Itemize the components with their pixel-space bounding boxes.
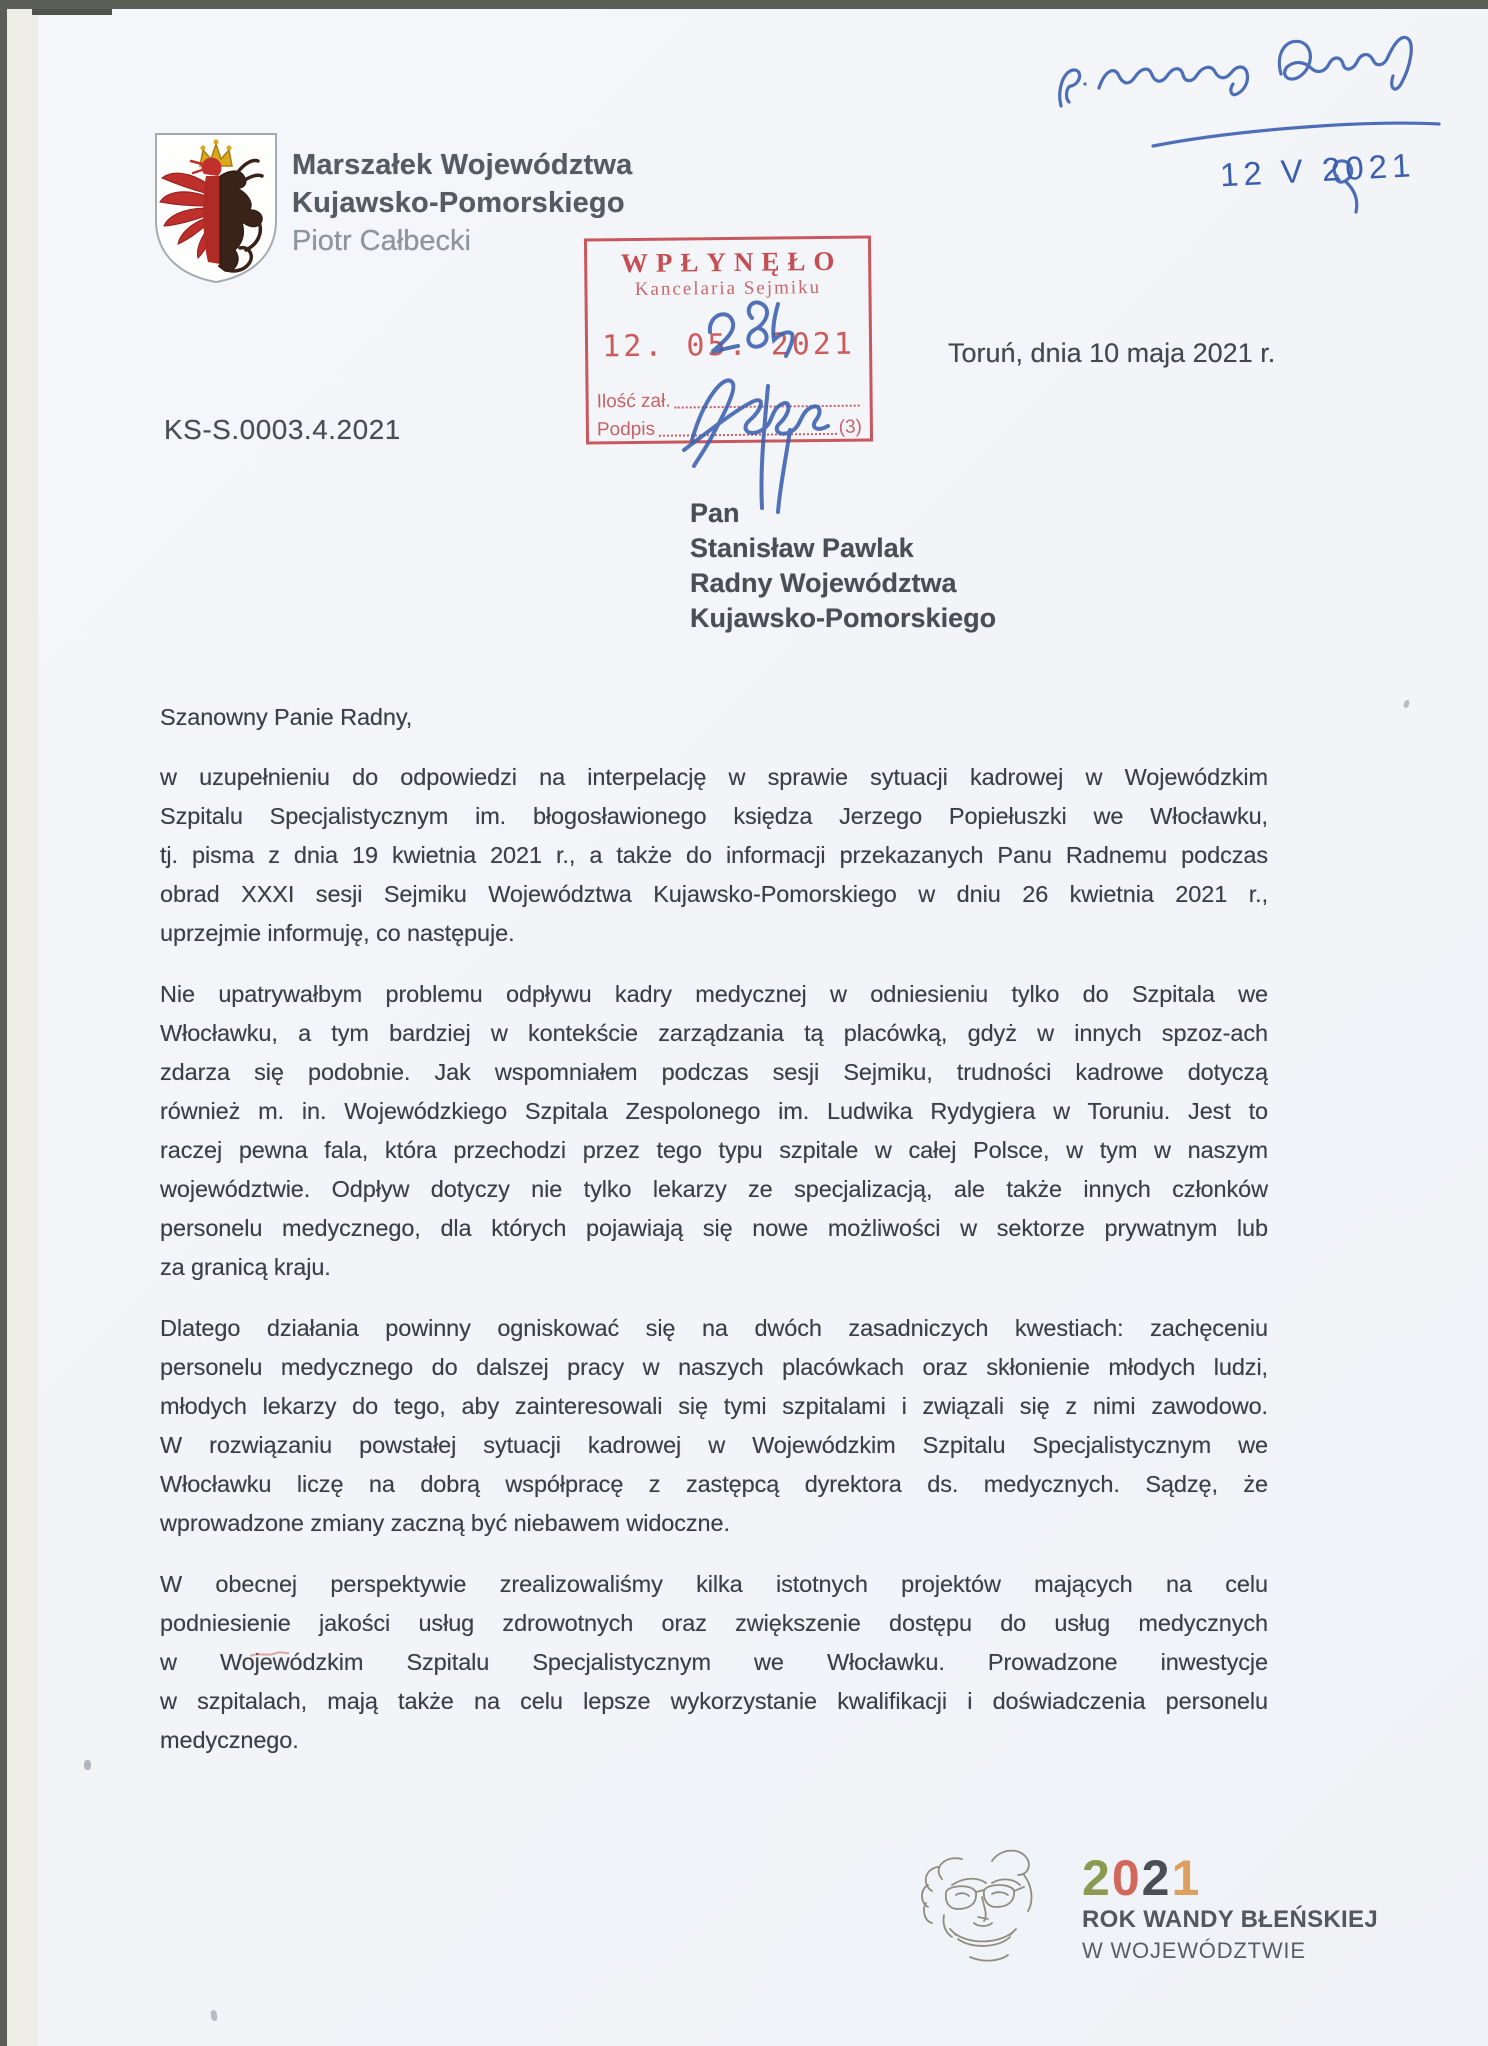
recipient-block bbox=[690, 496, 996, 636]
stamp-date: 12. 05. 2021 bbox=[602, 326, 856, 365]
scan-edge-left bbox=[0, 0, 7, 2046]
scan-edge-notch bbox=[32, 9, 112, 15]
wanda-blenska-portrait-sketch bbox=[912, 1845, 1062, 1970]
red-ink-artifact bbox=[248, 1650, 290, 1659]
body-line: województwie. Odpływ dotyczy nie tylko lekarzy ze specjalizacją, ale także innych członków bbox=[160, 1176, 1268, 1202]
body-line: również m. in. Wojewódzkiego Szpitala Zespolonego im. Ludwika Rydygiera w Toruniu. Jest to bbox=[160, 1098, 1268, 1124]
handwritten-signature bbox=[640, 290, 890, 523]
body-line: Włocławku, a tym bardziej w kontekście zarządzania tą placówką, gdyż w innych spzoz-ach bbox=[160, 1020, 1268, 1046]
footer-title: ROK WANDY BŁEŃSKIEJ bbox=[1082, 1906, 1378, 1933]
body-line: uprzejmie informuję, co następuje. bbox=[160, 920, 515, 946]
paragraph bbox=[160, 1565, 1268, 1760]
body-line: raczej pewna fala, która przechodzi przez tego typu szpitale w całej Polsce, w tym w naszym bbox=[160, 1137, 1268, 1163]
body-line: obrad XXXI sesji Sejmiku Województwa Kujawsko-Pomorskiego w dniu 26 kwietnia 2021 r., bbox=[160, 881, 1268, 907]
letter-body bbox=[160, 698, 1268, 1782]
body-line: personelu medycznego do dalszej pracy w naszych placówkach oraz skłonienie młodych ludzi, bbox=[160, 1354, 1268, 1380]
letterhead-person: Piotr Całbecki bbox=[292, 225, 471, 257]
scan-edge-top bbox=[0, 0, 1488, 9]
body-line: młodych lekarzy do tego, aby zainteresowali się tymi szpitalami i związali się z nimi zawodowo. bbox=[160, 1393, 1268, 1419]
stamp-attachments-label: Ilość zał. bbox=[596, 390, 671, 413]
body-line: za granicą kraju. bbox=[160, 1254, 331, 1280]
footer-subtitle: W WOJEWÓDZTWIE bbox=[1082, 1938, 1306, 1963]
paragraph bbox=[160, 975, 1268, 1287]
salutation: Szanowny Panie Radny, bbox=[160, 704, 413, 730]
scan-paper-edge bbox=[7, 9, 38, 2046]
body-line: medycznego. bbox=[160, 1727, 299, 1753]
body-line: w uzupełnieniu do odpowiedzi na interpelację w sprawie sytuacji kadrowej w Wojewódzkim bbox=[160, 764, 1268, 790]
body-paragraphs bbox=[160, 758, 1268, 1760]
scan-speck bbox=[210, 2010, 218, 2022]
footer-year-digit: 0 bbox=[1111, 1850, 1142, 1906]
footer-year-digit: 2 bbox=[1141, 1850, 1172, 1906]
body-line: personelu medycznego, dla których pojawiają się nowe możliwości w sektorze prywatnym lub bbox=[160, 1215, 1268, 1241]
recipient-line: Radny Województwa bbox=[690, 568, 957, 598]
stamp-title: WPŁYNĘŁO bbox=[620, 245, 843, 279]
letterhead-title-line1: Marszałek Województwa bbox=[292, 149, 633, 181]
letterhead-title-line2: Kujawsko-Pomorskiego bbox=[292, 187, 625, 219]
body-line: W rozwiązaniu powstałej sytuacji kadrowej w Wojewódzkim Szpitalu Specjalistycznym we bbox=[160, 1432, 1268, 1458]
recipient-line: Kujawsko-Pomorskiego bbox=[690, 603, 997, 633]
reference-number: KS-S.0003.4.2021 bbox=[164, 414, 401, 445]
body-line: Szpitalu Specjalistycznym im. błogosławionego księdza Jerzego Popiełuszki we Włocławku, bbox=[160, 803, 1268, 829]
recipient-line: Stanisław Pawlak bbox=[690, 533, 914, 563]
paragraph bbox=[160, 758, 1268, 953]
footer-year-digit: 1 bbox=[1171, 1850, 1202, 1906]
body-line: w szpitalach, mają także na celu lepsze wykorzystanie kwalifikacji i doświadczenia personelu bbox=[160, 1688, 1268, 1714]
voivodeship-coat-of-arms bbox=[146, 126, 286, 295]
scan-speck bbox=[1403, 699, 1410, 708]
footer-year bbox=[1082, 1850, 1378, 1906]
place-date: Toruń, dnia 10 maja 2021 r. bbox=[948, 338, 1276, 368]
body-line: podniesienie jakości usług zdrowotnych oraz zwiększenie dostępu do usług medycznych bbox=[160, 1610, 1268, 1636]
body-line: W obecnej perspektywie zrealizowaliśmy kilka istotnych projektów mających na celu bbox=[160, 1571, 1268, 1597]
recipient-line: Pan bbox=[690, 498, 740, 528]
body-line: tj. pisma z dnia 19 kwietnia 2021 r., a także do informacji przekazanych Panu Radnemu podczas bbox=[160, 842, 1268, 868]
footer-year-digit: 2 bbox=[1082, 1850, 1112, 1906]
paragraph bbox=[160, 1309, 1268, 1543]
handwritten-annotation bbox=[1035, 22, 1455, 227]
letterhead bbox=[292, 146, 632, 260]
body-line: zdarza się podobnie. Jak wspomniałem podczas sesji Sejmiku, trudności kadrowe dotyczą bbox=[160, 1059, 1268, 1085]
body-line: wprowadzone zmiany zaczną być niebawem widoczne. bbox=[160, 1510, 730, 1536]
body-line: Nie upatrywałbym problemu odpływu kadry medycznej w odniesieniu tylko do Szpitala we bbox=[160, 981, 1268, 1007]
scan-speck bbox=[84, 1760, 91, 1770]
body-line: Dlatego działania powinny ogniskować się na dwóch zasadniczych kwestiach: zachęceniu bbox=[160, 1315, 1268, 1341]
handwritten-date: 12 V 2021 bbox=[1219, 146, 1417, 194]
stamp-signature-label: Podpis bbox=[596, 418, 656, 441]
body-line: w Wojewódzkim Szpitalu Specjalistycznym we Włocławku. Prowadzone inwestycje bbox=[160, 1649, 1268, 1675]
stamp-page-note: (3) bbox=[838, 416, 863, 438]
anniversary-logo-text bbox=[1082, 1850, 1378, 1964]
body-line: Włocławku liczę na dobrą współpracę z zastępcą dyrektora ds. medycznych. Sądzę, że bbox=[160, 1471, 1268, 1497]
stamp-office: Kancelaria Sejmiku bbox=[634, 277, 822, 300]
